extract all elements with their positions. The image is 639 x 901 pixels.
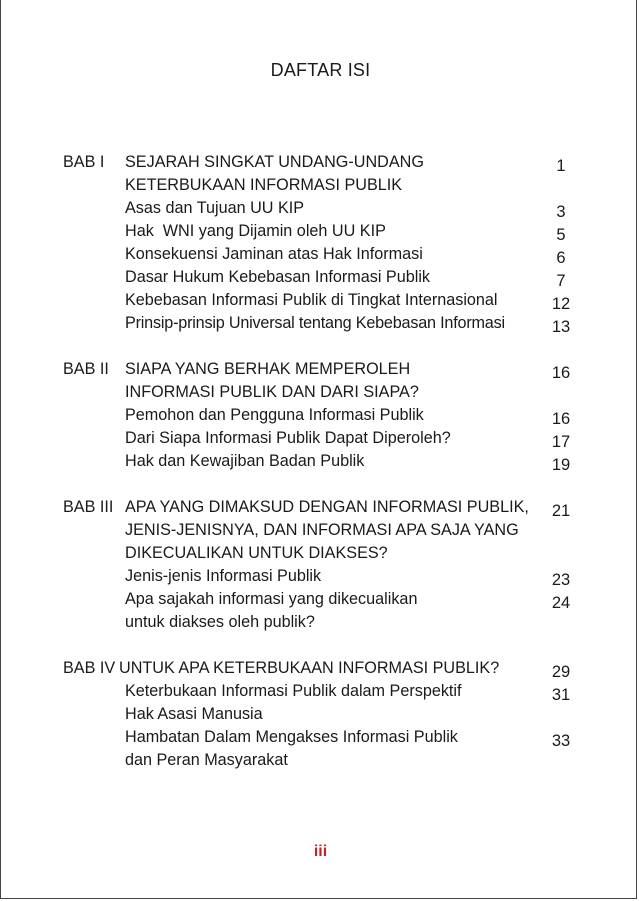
toc-entry-title: APA YANG DIMAKSUD DENGAN INFORMASI PUBLIK, <box>125 498 529 516</box>
chapter-bab-3 <box>63 496 581 634</box>
toc-line <box>63 565 581 588</box>
toc-entry-title: untuk diakses oleh publik? <box>125 613 315 631</box>
toc-entry-title: Apa sajakah informasi yang dikecualikan <box>125 590 418 608</box>
chapter-bab-4 <box>63 657 581 772</box>
toc-page-number: 17 <box>551 433 571 451</box>
toc-entry-title: Dari Siapa Informasi Publik Dapat Diperoleh? <box>125 429 451 447</box>
toc-line <box>63 726 581 749</box>
page-number-folio: iii <box>313 843 328 860</box>
toc-entry-title: Kebebasan Informasi Publik di Tingkat Internasional <box>125 291 498 309</box>
page-title: DAFTAR ISI <box>270 60 371 80</box>
toc-entry-title: Prinsip-prinsip Universal tentang Kebebasan Informasi <box>125 314 505 332</box>
toc-page-number: 21 <box>551 502 571 520</box>
chapter-label: BAB I <box>63 153 105 171</box>
toc-entry-title: Konsekuensi Jaminan atas Hak Informasi <box>125 245 423 263</box>
toc-entry-title: SEJARAH SINGKAT UNDANG-UNDANG <box>125 153 424 171</box>
toc-entry-title: Hambatan Dalam Mengakses Informasi Publik <box>125 728 458 746</box>
chapter-label: BAB IV <box>63 659 116 677</box>
toc-line <box>63 611 581 634</box>
toc-page-number: 33 <box>551 732 571 750</box>
toc-entry-title: INFORMASI PUBLIK DAN DARI SIAPA? <box>125 383 419 401</box>
toc-line <box>63 220 581 243</box>
toc-entry-title: UNTUK APA KETERBUKAAN INFORMASI PUBLIK? <box>119 659 500 677</box>
toc-page-number: 13 <box>551 318 571 336</box>
toc-page-number: 29 <box>551 663 571 681</box>
toc-page-number: 16 <box>551 410 571 428</box>
toc-page-number: 24 <box>551 594 571 612</box>
toc-line <box>63 588 581 611</box>
toc-line <box>63 657 581 680</box>
toc-line <box>63 381 581 404</box>
toc-line <box>63 496 581 519</box>
toc-entry-title: SIAPA YANG BERHAK MEMPEROLEH <box>125 360 411 378</box>
toc-entry-title: Hak WNI yang Dijamin oleh UU KIP <box>125 222 386 240</box>
toc-page-number: 7 <box>556 272 566 290</box>
toc-line <box>63 542 581 565</box>
toc-line <box>63 289 581 312</box>
toc-line <box>63 197 581 220</box>
toc-line <box>63 519 581 542</box>
toc-line <box>63 680 581 703</box>
toc-entry-title: dan Peran Masyarakat <box>125 751 288 769</box>
toc-page-number: 23 <box>551 571 571 589</box>
toc-page-number: 12 <box>551 295 571 313</box>
toc-line <box>63 243 581 266</box>
toc-line <box>63 358 581 381</box>
toc-page-number: 19 <box>551 456 571 474</box>
toc-line <box>63 703 581 726</box>
toc-entry-title: Hak dan Kewajiban Badan Publik <box>125 452 365 470</box>
toc-entry-title: Pemohon dan Pengguna Informasi Publik <box>125 406 424 424</box>
chapter-bab-1 <box>63 151 581 335</box>
table-of-contents <box>63 151 581 772</box>
toc-entry-title: Hak Asasi Manusia <box>125 705 263 723</box>
chapter-bab-2 <box>63 358 581 473</box>
toc-line <box>63 404 581 427</box>
toc-page-number: 6 <box>556 249 566 267</box>
toc-line <box>63 427 581 450</box>
toc-line <box>63 749 581 772</box>
toc-line <box>63 312 581 335</box>
toc-page-number: 3 <box>556 203 566 221</box>
toc-page-number: 16 <box>551 364 571 382</box>
toc-entry-title: Jenis-jenis Informasi Publik <box>125 567 322 585</box>
toc-entry-title: Keterbukaan Informasi Publik dalam Perspektif <box>125 682 462 700</box>
chapter-label: BAB II <box>63 360 109 378</box>
toc-entry-title: Asas dan Tujuan UU KIP <box>125 199 305 217</box>
toc-line <box>63 450 581 473</box>
toc-entry-title: DIKECUALIKAN UNTUK DIAKSES? <box>125 544 388 562</box>
toc-line <box>63 266 581 289</box>
toc-line <box>63 151 581 174</box>
toc-page-number: 5 <box>556 226 566 244</box>
toc-page-number: 1 <box>556 157 566 175</box>
toc-line <box>63 174 581 197</box>
toc-entry-title: JENIS-JENISNYA, DAN INFORMASI APA SAJA YANG <box>125 521 519 539</box>
toc-entry-title: KETERBUKAAN INFORMASI PUBLIK <box>125 176 403 194</box>
toc-entry-title: Dasar Hukum Kebebasan Informasi Publik <box>125 268 431 286</box>
chapter-label: BAB III <box>63 498 114 516</box>
toc-page-number: 31 <box>551 686 571 704</box>
